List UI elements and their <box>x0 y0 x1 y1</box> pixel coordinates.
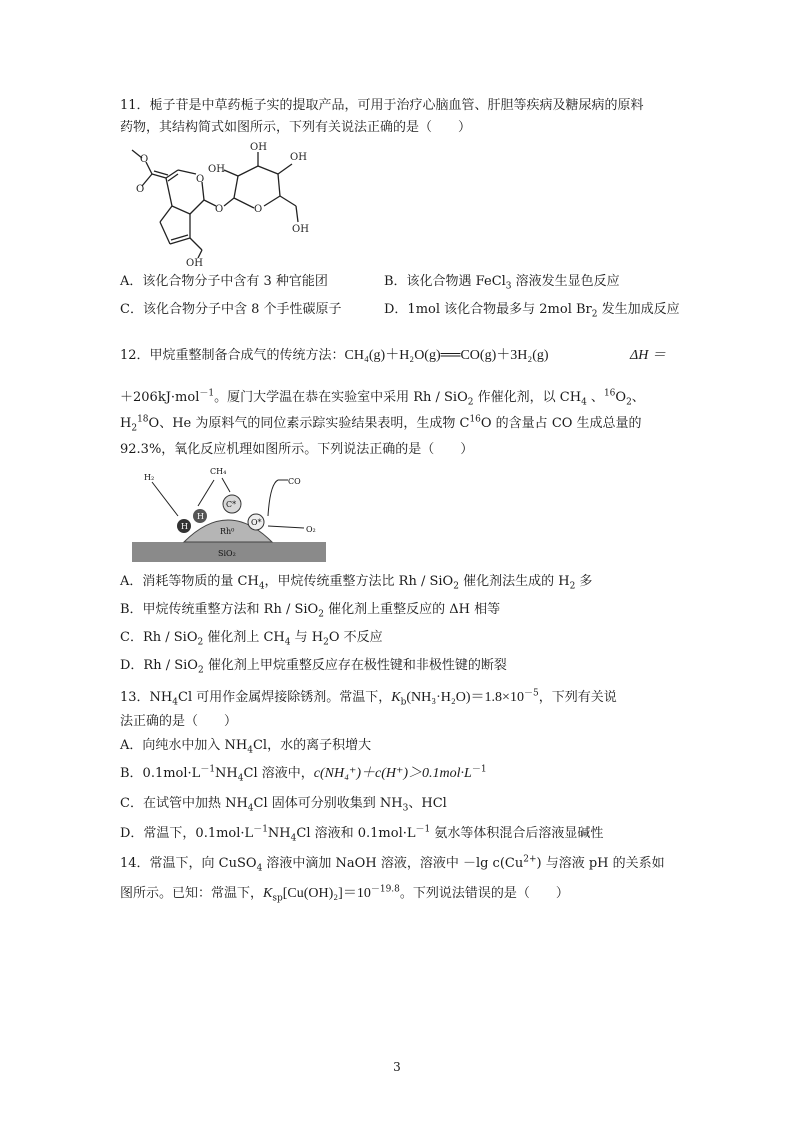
q12-option-a: A．消耗等物质的量 $CH_4$，甲烷传统重整方法比 Rh / SiO$_2$ 催化剂法生成的 $H_2$ 多 <box>120 574 593 592</box>
ester-o-label: O <box>140 154 149 165</box>
q12-option-d: D．Rh / SiO$_2$ 催化剂上甲烷重整反应存在极性键和非极性键的断裂 <box>120 658 507 676</box>
o-label: O* <box>251 518 262 527</box>
h1-label: H <box>181 522 188 531</box>
co-label: CO <box>288 477 301 486</box>
c-label: C* <box>226 500 237 509</box>
q12-option-c: C．Rh / SiO$_2$ 催化剂上 $CH_4$ 与 $H_2O$ 不反应 <box>120 630 383 648</box>
q11-option-b: B．该化合物遇 FeCl$_3$ 溶液发生显色反应 <box>384 274 620 292</box>
ch4-label: CH₄ <box>210 467 227 476</box>
oh-label-top1: OH <box>250 142 267 153</box>
q11-option-d: D．1mol 该化合物最多与 2mol $Br_2$ 发生加成反应 <box>384 302 680 320</box>
glucose-ring-o-label: O <box>254 204 263 215</box>
q12-stem-line2: ＋206kJ·mol$^{-1}$。厦门大学温在恭在实验室中采用 Rh / SiO$_2$ 作催化剂，以 $CH_4$ 、$^{16}O_2$、 <box>120 388 645 408</box>
q12-stem-line3: $H_2^{18}O$、He 为原料气的同位素示踪实验结果表明，生成物 $C^{16}O$ 的含量占 CO 生成总量的 <box>120 414 642 434</box>
glycoside-o-label: O <box>215 204 224 215</box>
q13-option-b: B．$0.1mol\cdot L^{-1}NH_4Cl$ 溶液中，$c(NH_4^+)+c(H^+)>0.1mol\cdot L^{-1}$ <box>120 764 487 784</box>
oh-label-bottom: OH <box>186 258 203 269</box>
h2b-label: H <box>197 512 204 521</box>
q11-stem-line1: 11．栀子苷是中草药栀子实的提取产品，可用于治疗心脑血管、肝胆等疾病及糖尿病的原料 <box>120 98 644 113</box>
q12-delta-h: ΔH ＝ <box>630 348 666 363</box>
q13-stem-line2: 法正确的是（ ） <box>120 714 238 729</box>
gardenoside-structure <box>120 140 320 270</box>
q13-option-c: C．在试管中加热 $NH_4Cl$ 固体可分别收集到 $NH_3$、HCl <box>120 796 447 814</box>
q13-option-a: A．向纯水中加入 $NH_4Cl$，水的离子积增大 <box>120 738 372 756</box>
q11-option-c: C．该化合物分子中含 8 个手性碳原子 <box>120 302 342 317</box>
q13-stem-line1: 13．$NH_4Cl$ 可用作金属焊接除锈剂。常温下，$K_b(NH_3\cdot H_2O)=1.8\times 10^{-5}$，下列有关说 <box>120 688 617 708</box>
oh-label-top2: OH <box>290 152 307 163</box>
q13-option-d: D．常温下，$0.1mol\cdot L^{-1}NH_4Cl$ 溶液和 $0.1mol\cdot L^{-1}$ 氨水等体积混合后溶液显碱性 <box>120 824 604 844</box>
carbonyl-o-label: O <box>136 184 145 195</box>
oh-label-left: OH <box>208 164 225 175</box>
rh-label: Rh⁰ <box>220 527 235 536</box>
q12-option-b: B．甲烷传统重整方法和 Rh / SiO$_2$ 催化剂上重整反应的 ΔH 相等 <box>120 602 501 620</box>
q11-option-a: A．该化合物分子中含有 3 种官能团 <box>120 274 328 289</box>
page-number: 3 <box>393 1060 401 1074</box>
o2-label: O₂ <box>306 525 316 534</box>
q14-stem-line1: 14．常温下，向 CuSO$_4$ 溶液中滴加 NaOH 溶液，溶液中 －lg $c(Cu^{2+})$ 与溶液 pH 的关系如 <box>120 854 665 874</box>
sio2-label: SiO₂ <box>218 549 236 558</box>
q12-stem-line1: 12．甲烷重整制备合成气的传统方法：CH₄(g)＋H₂O(g)══CO(g)＋3H₂(g) ΔH ＝ <box>120 346 680 366</box>
rh-catalyst-mechanism-diagram <box>128 464 328 566</box>
h2-label: H₂ <box>144 473 155 482</box>
q12-equation: CH₄(g)＋H₂O(g)══CO(g)＋3H₂(g) <box>344 348 549 363</box>
q12-stem-line4: 92.3%，氧化反应机理如图所示。下列说法正确的是（ ） <box>120 442 474 457</box>
q14-stem-line2: 图所示。已知：常温下，$K_{sp}[Cu(OH)_2]=10^{-19.8}$。下列说法错误的是（ ） <box>120 884 569 904</box>
pyran-o-label: O <box>196 174 205 185</box>
q11-stem-line2: 药物，其结构简式如图所示，下列有关说法正确的是（ ） <box>120 120 472 135</box>
oh-label-right: OH <box>292 224 309 235</box>
